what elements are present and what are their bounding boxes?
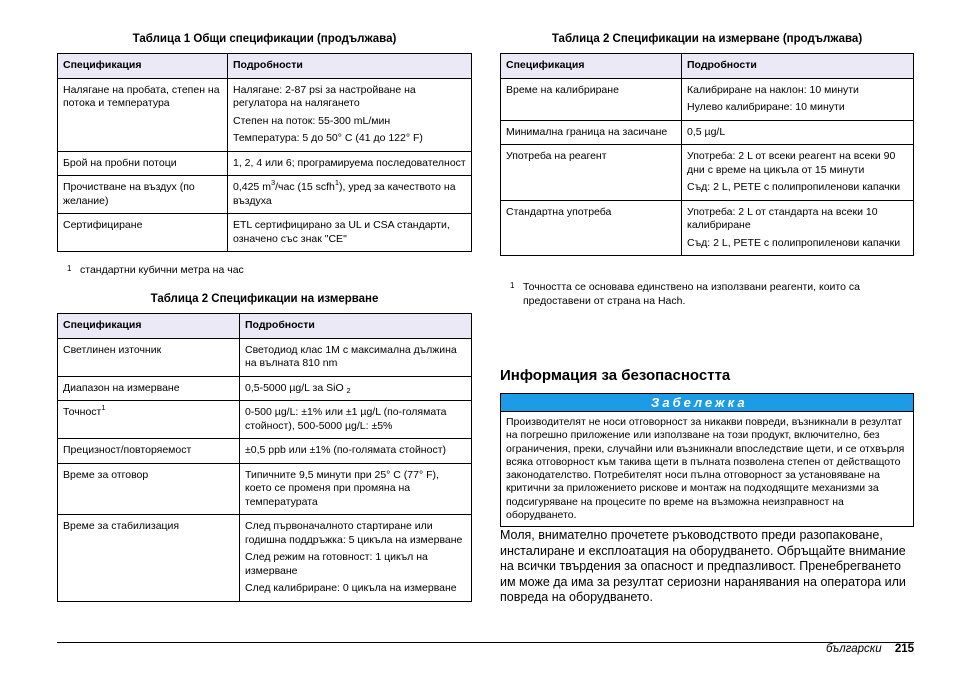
column-header: Подробности [240, 314, 472, 339]
note-label: Забележка [501, 394, 913, 412]
spec-cell [58, 401, 240, 439]
column-header: Подробности [228, 54, 472, 79]
detail-line: ±0,5 ppb или ±1% (по-голямата стойност) [245, 444, 446, 456]
table-row [501, 145, 914, 201]
table-row [58, 439, 472, 464]
detail-line: Светодиод клас 1M с максимална дължина на вълната 810 nm [245, 343, 457, 369]
table-row [501, 200, 914, 256]
safety-heading: Информация за безопасността [500, 367, 731, 384]
column-header: Подробности [682, 54, 914, 79]
table1 [57, 53, 472, 252]
details-cell [240, 401, 472, 439]
details-cell [240, 463, 472, 515]
detail-line: Температура: 5 до 50° C (41 до 122° F) [233, 132, 423, 144]
subscript: 2 [346, 385, 351, 395]
detail-text: ), уред за качеството на въздуха [233, 181, 456, 207]
superscript: 3 [270, 178, 276, 187]
footer-rule [57, 642, 914, 643]
table-row [58, 78, 472, 151]
spec-cell: Време на калибриране [501, 78, 682, 120]
detail-line: Налягане: 2-87 psi за настройване на регулатора на налягането [233, 83, 416, 109]
table2-footnote [510, 281, 910, 308]
table-row [58, 401, 472, 439]
note-text: Производителят не носи отговорност за никакви повреди, възникнали в резултат на погрешно приложение или използване на този продукт, включително, без ограничения, преки, случайни или възникнали впоследствие щети, и се отхвърля всяка отговорност към такива щети в пълната позволена степен от действащото законодателство. Потребителят носи пълна отговорност за установяване на критични за приложението рискове и монтаж на подходящите механизми за подсигуряване на процесите по време на възможна неизправност на оборудването. [506, 416, 905, 522]
right-column [500, 0, 914, 640]
spec-cell: Минимална граница на засичане [501, 120, 682, 145]
detail-line: Калибриране на наклон: 10 минути [687, 83, 859, 96]
column-header: Спецификация [58, 54, 228, 79]
spec-cell: Прецизност/повторяемост [58, 439, 240, 464]
detail-line: След калибриране: 0 цикъла на измерване [245, 582, 457, 594]
spec-cell: Брой на пробни потоци [58, 151, 228, 176]
detail-line: ETL сертифицирано за UL и CSA стандарти, означено със знак "CE" [233, 219, 450, 245]
table-header-row [501, 54, 914, 79]
detail-text: 0,5-5000 µg/L за SiO [245, 381, 344, 394]
spec-cell: Налягане на пробата, степен на потока и температура [58, 78, 228, 151]
detail-line: След режим на готовност: 1 цикъл на измерване [245, 551, 428, 577]
detail-text: /час (15 scfh [275, 181, 335, 193]
table-header-row [58, 54, 472, 79]
spec-cell: Прочистване на въздух (по желание) [58, 176, 228, 214]
details-cell [228, 214, 472, 252]
detail-text: 0,425 m [233, 181, 271, 193]
table-row [58, 376, 472, 401]
page-number: 215 [894, 643, 914, 655]
table-row [58, 214, 472, 252]
table-row [58, 176, 472, 214]
table-row [58, 463, 472, 515]
footnote-marker: 1 [101, 403, 106, 412]
details-cell [682, 78, 914, 120]
footnote-marker: 1 [67, 264, 72, 273]
footnote-marker: 1 [510, 281, 515, 290]
table-row [58, 515, 472, 602]
detail-line: Нулево калибриране: 10 минути [687, 101, 845, 113]
details-cell [228, 151, 472, 176]
spec-cell: Време за отговор [58, 463, 240, 515]
table2-continued-caption: Таблица 2 Спецификации на измерване (продължава) [551, 33, 863, 45]
details-cell [240, 338, 472, 376]
detail-line: След първоначалното стартиране или годишна поддръжка: 5 цикъла на измерване [245, 520, 463, 546]
detail-line: Съд: 2 L, PETE с полипропиленови капачки [687, 181, 901, 193]
table2 [57, 313, 472, 602]
left-column [57, 0, 472, 640]
details-cell [228, 78, 472, 151]
detail-line: Степен на поток: 55-300 mL/мин [233, 114, 391, 127]
note-box [500, 393, 914, 527]
spec-cell: Време за стабилизация [58, 515, 240, 602]
table1-caption: Таблица 1 Общи спецификации (продължава) [132, 33, 397, 45]
detail-line: 1, 2, 4 или 6; програмируема последователност [233, 156, 466, 169]
detail-line: 0-500 µg/L: ±1% или ±1 µg/L (по-голямата стойност), 500-5000 µg/L: ±5% [245, 406, 447, 432]
table-row [58, 338, 472, 376]
table-header-row [58, 314, 472, 339]
footnote-text: Точността се основава единствено на използвани реагенти, които са предоставени от страна на Hach. [523, 281, 860, 307]
spec-cell: Употреба на реагент [501, 145, 682, 201]
detail-line: Употреба: 2 L от стандарта на всеки 10 калибриране [687, 205, 878, 231]
spec-cell: Стандартна употреба [501, 200, 682, 256]
footnote-marker: 1 [334, 178, 340, 187]
details-cell [228, 176, 472, 214]
details-cell [682, 120, 914, 145]
table-row [501, 120, 914, 145]
table2-caption: Таблица 2 Спецификации на измерване [150, 293, 379, 305]
footer-language: български [825, 643, 882, 655]
details-cell [682, 200, 914, 256]
details-cell [240, 376, 472, 401]
spec-cell: Сертифициране [58, 214, 228, 252]
table1-footnote [67, 264, 467, 278]
table-row [501, 78, 914, 120]
table2-continued [500, 53, 914, 256]
spec-cell: Светлинен източник [58, 338, 240, 376]
details-cell [682, 145, 914, 201]
spec-text: Точност [63, 406, 102, 418]
details-cell [240, 439, 472, 464]
detail-line: Типичните 9,5 минути при 25° C (77° F), което се променя при промяна на температурата [245, 468, 439, 508]
footnote-text: стандартни кубични метра на час [80, 264, 244, 276]
column-header: Спецификация [501, 54, 682, 79]
detail-line: Съд: 2 L, PETE с полипропиленови капачки [687, 236, 901, 249]
safety-paragraph: Моля, внимателно прочетете ръководството преди разопаковане, инсталиране и експлоатация на оборудването. Обръщайте внимание на всички твърдения за опасност и предпазливост. Пренебрегването им може да има за резултат сериозни наранявания на оператора или повреда на оборудването. [500, 528, 906, 604]
page-footer [826, 643, 914, 655]
detail-line: Употреба: 2 L от всеки реагент на всеки 90 дни с време на цикъла от 15 минути [687, 150, 896, 176]
spec-cell: Диапазон на измерване [58, 376, 240, 401]
column-header: Спецификация [58, 314, 240, 339]
details-cell [240, 515, 472, 602]
table-row [58, 151, 472, 176]
detail-line: 0,5 µg/L [687, 125, 726, 138]
